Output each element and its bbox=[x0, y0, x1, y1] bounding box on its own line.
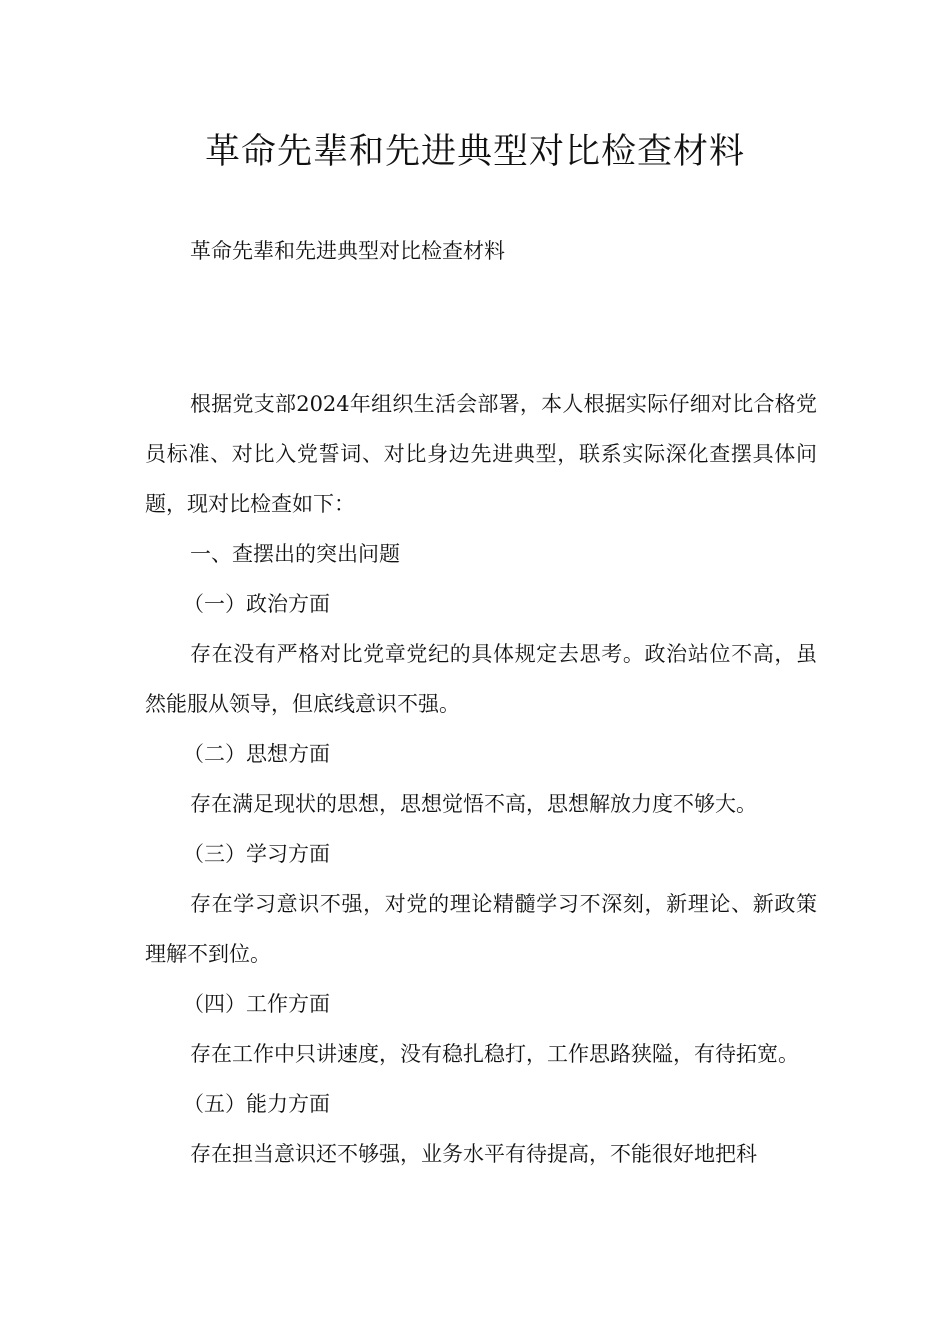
subsection-heading-work: （四）工作方面 bbox=[183, 992, 330, 1016]
subsection-text-study: 存在学习意识不强，对党的理论精髓学习不深刻，新理论、新政策理解不到位。 bbox=[145, 892, 817, 966]
subsection-heading-ability: （五）能力方面 bbox=[183, 1092, 330, 1116]
subsection-text-work: 存在工作中只讲速度，没有稳扎稳打，工作思路狭隘，有待拓宽。 bbox=[190, 1042, 799, 1066]
subsection-heading-study: （三）学习方面 bbox=[183, 842, 330, 866]
subsection-heading-thought: （二）思想方面 bbox=[183, 742, 330, 766]
document-body bbox=[145, 379, 817, 1179]
subsection-heading-political: （一）政治方面 bbox=[183, 592, 330, 616]
subsection-text-thought: 存在满足现状的思想，思想觉悟不高，思想解放力度不够大。 bbox=[190, 792, 757, 816]
section-heading: 一、查摆出的突出问题 bbox=[190, 542, 400, 566]
subsection-text-political: 存在没有严格对比党章党纪的具体规定去思考。政治站位不高，虽然能服从领导，但底线意识不强。 bbox=[145, 642, 817, 716]
subsection-text-ability: 存在担当意识还不够强，业务水平有待提高，不能很好地把科 bbox=[190, 1142, 757, 1166]
document-title: 革命先辈和先进典型对比检查材料 bbox=[204, 132, 745, 172]
document-subtitle: 革命先辈和先进典型对比检查材料 bbox=[190, 239, 505, 263]
intro-paragraph: 根据党支部2024年组织生活会部署，本人根据实际仔细对比合格党员标准、对比入党誓词、对比身边先进典型，联系实际深化查摆具体问题，现对比检查如下： bbox=[145, 392, 817, 516]
